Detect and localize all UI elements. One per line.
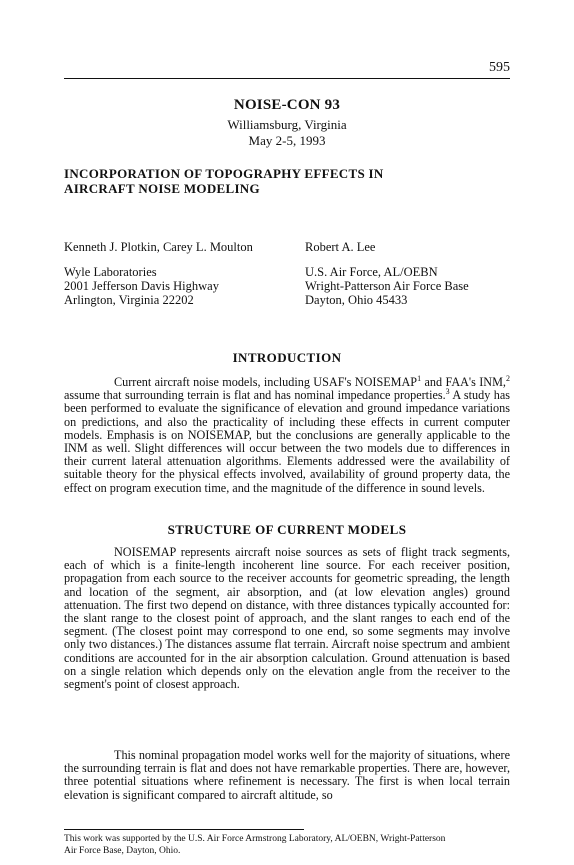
affiliation-left-line: Arlington, Virginia 22202 <box>64 293 194 307</box>
affiliation-right-line: Dayton, Ohio 45433 <box>305 293 408 307</box>
footnote-ref-3: 3 <box>445 387 450 397</box>
structure-heading: STRUCTURE OF CURRENT MODELS <box>167 522 407 537</box>
paper-title-line-1: INCORPORATION OF TOPOGRAPHY EFFECTS IN <box>64 166 384 181</box>
footnote-rule <box>64 829 304 830</box>
author-names-right: Robert A. Lee <box>305 240 376 254</box>
introduction-paragraph <box>64 373 510 495</box>
affiliation-right-line: Wright-Patterson Air Force Base <box>305 279 469 293</box>
intro-text-a: Current aircraft noise models, including USAF's NOISEMAP <box>114 375 418 389</box>
structure-paragraph-1: NOISEMAP represents aircraft noise sources as sets of flight track segments, each of which is a finite-length incoherent line source. For each receiver position, propagation from each source to the receiver accounts for geometric spreading, the length and location of the segment, air absorption, and (at low elevation angles) ground attenuation. The first two depend on distance, with three distances typically accounted for: the slant range to the closest point of approach, and the slant ranges to each end of the segment. (The closest point may correspond to one end, so some segments may involve only two distances.) The distances assume flat terrain. Aircraft noise spectrum and ambient conditions are accounted for in the air absorption calculation. Ground attenuation is based on a single relation which depends only on the elevation angle from the receiver to the segment's point of closest approach. <box>64 545 510 692</box>
structure-paragraph-2: This nominal propagation model works well for the majority of situations, where the surrounding terrain is flat and does not have remarkable properties. There are, however, three potential situations where refinement is necessary. The first is when local terrain elevation is significant compared to aircraft altitude, so <box>64 748 510 802</box>
affiliation-right-line: U.S. Air Force, AL/OEBN <box>305 265 438 279</box>
paper-title-line-2: AIRCRAFT NOISE MODELING <box>64 181 260 196</box>
intro-text-d: A study has been performed to evaluate the significance of elevation and ground impedance variations on predictions, and also the practicality of including these effects in current computer models. Emphasis is on NOISEMAP, but the conclusions are generally applicable to the INM as well. Slight differences will occur between the two models due to differences in their current lateral attenuation algorithms. Elements addressed were the availability of suitable theory for the physical effects involved, availability of ground property data, the effect on program execution time, and the magnitude of the difference in sound levels. <box>64 388 510 495</box>
conference-title: NOISE-CON 93 <box>233 97 341 113</box>
footnote: This work was supported by the U.S. Air Force Armstrong Laboratory, AL/OEBN, Wright-Patterson Air Force Base, Dayton, Ohio. <box>64 834 446 856</box>
footnote-ref-1: 1 <box>417 373 422 383</box>
affiliation-left-line: Wyle Laboratories <box>64 265 157 279</box>
affiliation-left-line: 2001 Jefferson Davis Highway <box>64 279 219 293</box>
conference-location: Williamsburg, Virginia <box>227 117 347 132</box>
footnote-ref-2: 2 <box>505 373 510 383</box>
paper-title <box>64 166 464 196</box>
page-number: 595 <box>489 60 510 75</box>
intro-text-c: assume that surrounding terrain is flat and has nominal impedance properties. <box>64 388 446 403</box>
conference-date: May 2-5, 1993 <box>248 133 326 148</box>
intro-text-b: and FAA's INM, <box>421 375 506 389</box>
introduction-heading: INTRODUCTION <box>232 350 342 365</box>
header-rule <box>64 78 510 79</box>
author-names-left: Kenneth J. Plotkin, Carey L. Moulton <box>64 240 253 254</box>
affiliation-left <box>64 265 304 307</box>
affiliation-right <box>305 265 515 307</box>
